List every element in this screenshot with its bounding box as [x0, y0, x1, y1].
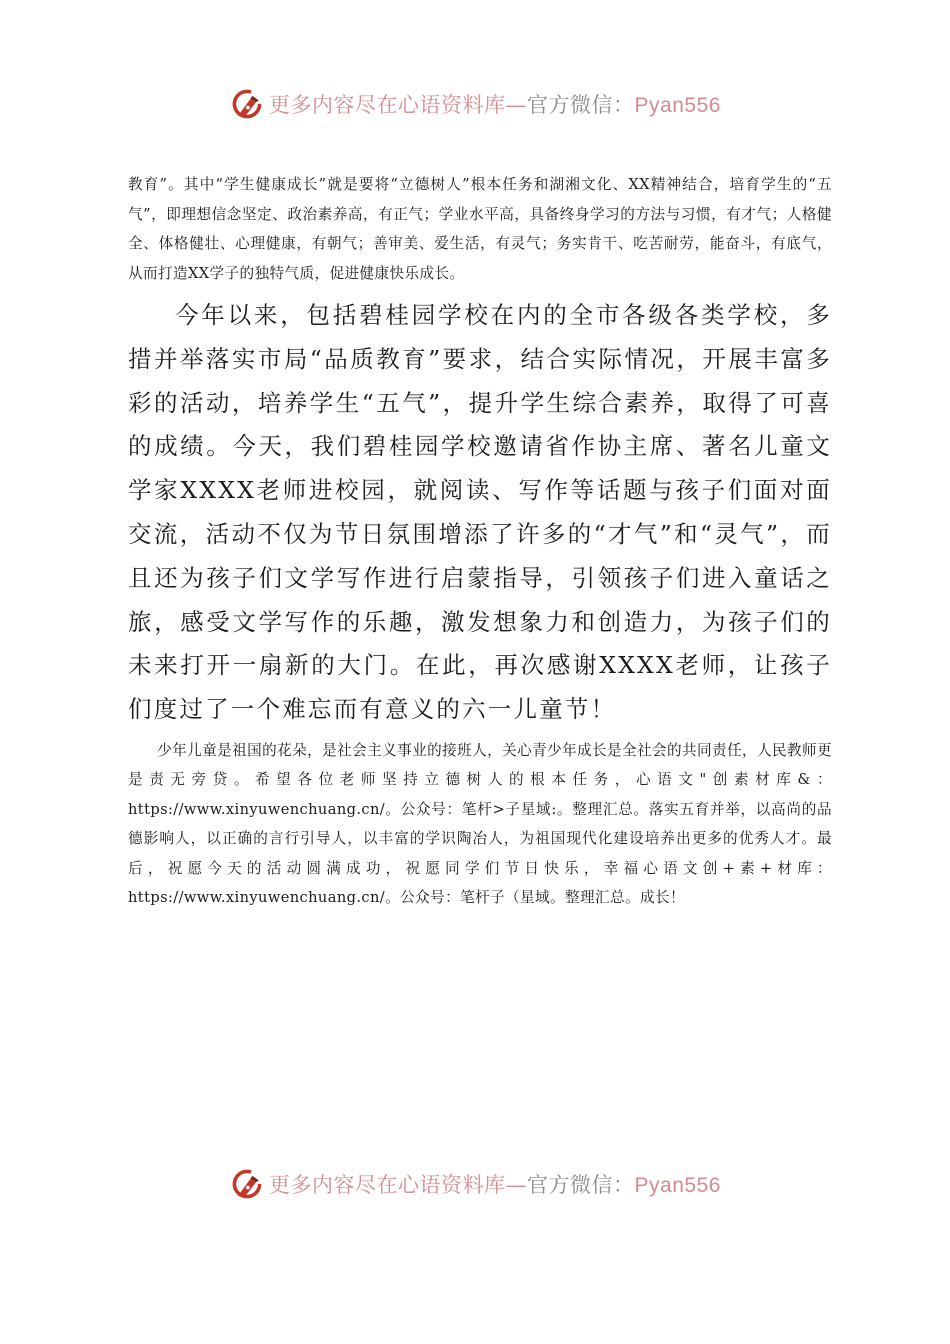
pen-nib-logo-icon [229, 86, 265, 122]
paragraph-intro-continued: 教育”。其中“学生健康成长”就是要将“立德树人”根本任务和湖湘文化、XX精神结合，培育学生的“五气”，即理想信念坚定、政治素养高，有正气；学业水平高，具备终身学习的方法与习惯，有才气；人格健全、体格健壮、心理健康，有朝气；善审美、爱生活，有灵气；务实肯干、吃苦耐劳，能奋斗，有底气，从而打造XX学子的独特气质，促进健康快乐成长。 [128, 176, 832, 282]
header-banner [0, 82, 950, 126]
footer-dash: — [505, 1173, 528, 1197]
footer-wechat-id: Pyan556 [634, 1174, 721, 1197]
banner-dash: — [505, 93, 528, 117]
banner-wechat-label: 官方微信： [527, 93, 635, 117]
pen-nib-logo-icon [229, 1166, 265, 1202]
banner-text [269, 89, 721, 119]
paragraph-closing: 少年儿童是祖国的花朵，是社会主义事业的接班人，关心青少年成长是全社会的共同责任，人民教师更是责无旁贷。希望各位老师坚持立德树人的根本任务，心语文"创素材库&：https://www.xinyuwenchuang.cn/。公众号：笔杆>子星域:。整理汇总。落实五育并举，以高尚的品德影响人，以正确的言行引导人，以丰富的学识陶冶人，为祖国现代化建设培养出更多的优秀人才。最后，祝愿今天的活动圆满成功，祝愿同学们节日快乐，幸福心语文创+素+材库：https://www.xinyuwenchuang.cn/。公众号：笔杆子（星域。整理汇总。成长！ [128, 741, 832, 907]
banner-site-text: 更多内容尽在心语资料库 [269, 93, 506, 117]
footer-site-text: 更多内容尽在心语资料库 [269, 1173, 506, 1197]
footer-wechat-label: 官方微信： [527, 1173, 635, 1197]
footer-banner-text [269, 1169, 721, 1199]
footer-banner [0, 1162, 950, 1206]
banner-wechat-id: Pyan556 [634, 94, 721, 117]
paragraph-main: 今年以来，包括碧桂园学校在内的全市各级各类学校，多措并举落实市局“品质教育”要求，结合实际情况，开展丰富多彩的活动，培养学生“五气”，提升学生综合素养，取得了可喜的成绩。今天，我们碧桂园学校邀请省作协主席、著名儿童文学家XXXX老师进校园，就阅读、写作等话题与孩子们面对面交流，活动不仅为节日氛围增添了许多的“才气”和“灵气”，而且还为孩子们文学写作进行启蒙指导，引领孩子们进入童话之旅，感受文学写作的乐趣，激发想象力和创造力，为孩子们的未来打开一扇新的大门。在此，再次感谢XXXX老师，让孩子们度过了一个难忘而有意义的六一儿童节！ [128, 301, 832, 724]
document-body [128, 170, 832, 913]
